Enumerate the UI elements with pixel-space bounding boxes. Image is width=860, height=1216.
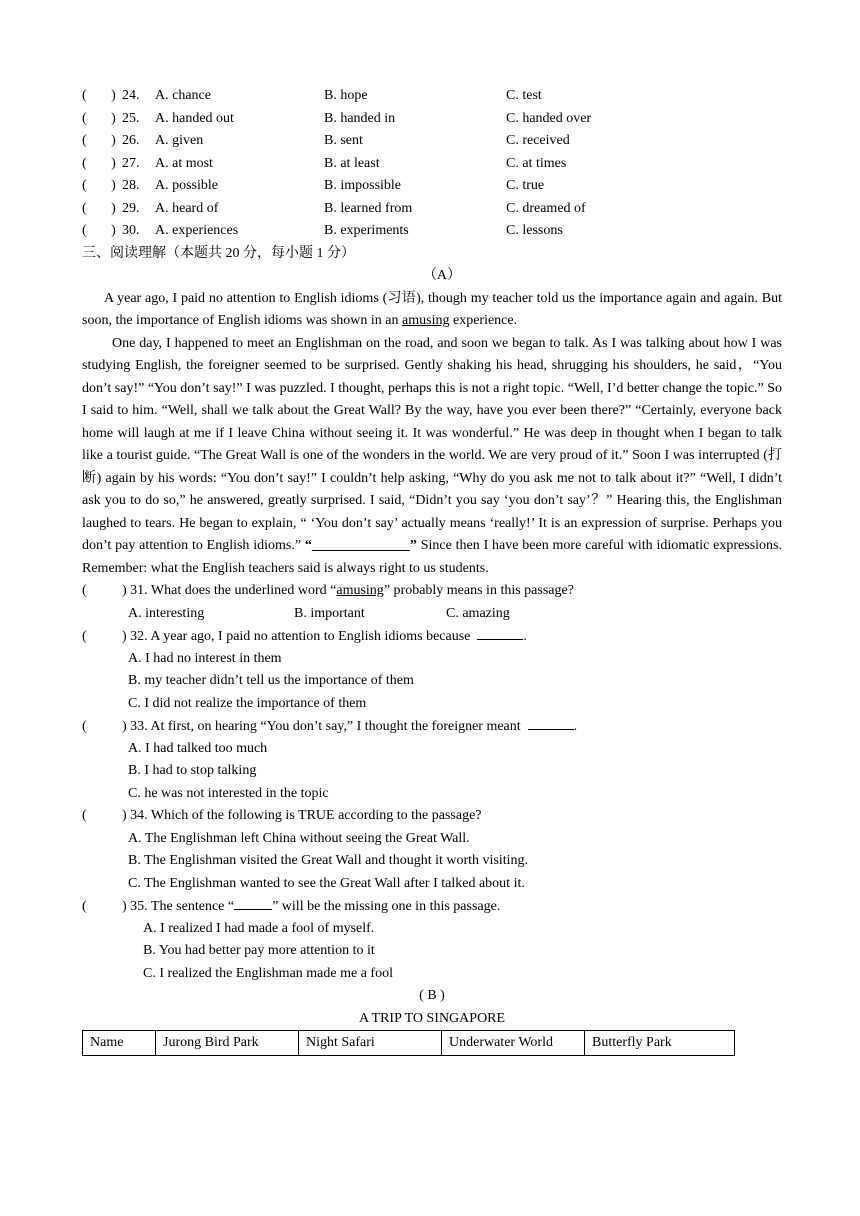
table-cell: Name	[83, 1031, 156, 1056]
option-c: C. true	[506, 178, 545, 193]
passage-b-title: A TRIP TO SINGAPORE	[358, 1010, 506, 1026]
mc-question-29	[82, 198, 782, 221]
option-b: B. handed in	[324, 110, 396, 126]
option-b: B. my teacher didn’t tell us the importance of them	[128, 673, 414, 688]
bracket-open: (	[82, 223, 87, 238]
answer-bracket[interactable]: (	[82, 808, 112, 823]
underlined-word: amusing	[336, 583, 384, 598]
option-c: C. handed over	[506, 110, 592, 126]
paragraph-text: A year ago, I paid no attention to English idioms (习语), though my teacher told us the importance again and again. But soon, the importance of English idioms was shown in an	[82, 290, 782, 328]
table-cell: Underwater World	[442, 1031, 585, 1056]
option-c: C. he was not interested in the topic	[128, 785, 329, 801]
option-c: C. lessons	[506, 223, 563, 238]
bracket-close: )	[111, 88, 116, 103]
answer-bracket[interactable]	[82, 108, 122, 131]
question-35	[82, 895, 782, 918]
underlined-word: amusing	[402, 313, 450, 328]
option-a: A. I had no interest in them	[128, 650, 282, 666]
table-cell: Butterfly Park	[585, 1031, 735, 1056]
option-a: A. heard of	[155, 200, 219, 216]
paragraph-text: experience.	[449, 313, 518, 328]
option-c: C. The Englishman wanted to see the Great Wall after I talked about it.	[128, 875, 525, 891]
bracket-open: (	[82, 88, 87, 103]
answer-bracket[interactable]: (	[82, 719, 112, 734]
bracket-close: )	[111, 155, 116, 171]
passage-b-label: ( B )	[419, 988, 445, 1003]
mc-question-28	[82, 175, 782, 198]
answer-bracket[interactable]	[82, 198, 122, 221]
question-number: 24.	[122, 88, 140, 103]
question-number: 26.	[122, 133, 140, 148]
option-a: A. given	[155, 133, 204, 148]
answer-bracket[interactable]	[82, 153, 122, 176]
option-a: A. chance	[155, 88, 211, 103]
passage-a-label: （A）	[422, 268, 462, 283]
question-text: ) 31. What does the underlined word “	[122, 583, 337, 598]
answer-bracket[interactable]	[82, 130, 122, 153]
mc-question-26	[82, 130, 782, 153]
option-b: B. impossible	[324, 178, 402, 193]
option-c: C. I realized the Englishman made me a fool	[143, 965, 393, 981]
bracket-open: (	[82, 133, 87, 148]
question-32: ( ) 32. A year ago, I paid no attention to English idioms because .	[82, 625, 782, 648]
paragraph-text: Since then I have been more careful with idiomatic expressions. Remember: what the English teachers said is always right to us students.	[82, 538, 783, 576]
option-b: B. learned from	[324, 200, 413, 216]
question-33: ( ) 33. At first, on hearing “You don’t say,” I thought the foreigner meant .	[82, 715, 782, 738]
answer-blank[interactable]	[528, 715, 574, 730]
section-title: 三、阅读理解（本题共 20 分，每小题 1 分）	[82, 245, 355, 261]
question-text: ” will be the missing one in this passage.	[272, 899, 501, 914]
multiple-choice-list	[82, 85, 782, 243]
bracket-close: )	[111, 200, 116, 216]
mc-question-30	[82, 220, 782, 243]
option-c: C. I did not realize the importance of them	[128, 695, 367, 711]
table-header-row	[83, 1031, 735, 1056]
option-b: B. sent	[324, 133, 363, 148]
question-31	[82, 580, 782, 603]
answer-bracket[interactable]	[82, 175, 122, 198]
mc-question-24	[82, 85, 782, 108]
option-b: B. I had to stop talking	[128, 763, 257, 778]
question-number: 30.	[122, 223, 140, 238]
option-c: C. dreamed of	[506, 200, 586, 216]
bracket-open: (	[82, 200, 87, 216]
option-b: B. You had better pay more attention to it	[143, 943, 375, 958]
bracket-close: )	[111, 133, 116, 148]
mc-question-25	[82, 108, 782, 131]
table-cell: Night Safari	[299, 1031, 442, 1056]
question-text: ) 34. Which of the following is TRUE according to the passage?	[122, 808, 482, 823]
option-b: B. important	[294, 605, 365, 621]
option-a: A. I had talked too much	[128, 740, 268, 756]
answer-blank[interactable]	[234, 895, 272, 910]
option-b: B. experiments	[324, 223, 409, 238]
question-number: 28.	[122, 178, 140, 193]
table-cell: Jurong Bird Park	[156, 1031, 299, 1056]
option-b: B. hope	[324, 88, 368, 103]
paragraph-text: One day, I happened to meet an Englishman on the road, and soon we began to talk. As I was talking about how I was studying English, the foreigner seemed to be surprised. Gently shaking his head, shrugging his shoulders, he said，“You don’t say!” “You don’t say!” I was puzzled. I thought, perhaps this is not a right topic. “Well, I’d better change the topic.” So I said to him. “Well, shall we talk about the Great Wall? By the way, have you ever been there?” “Certainly, everyone back home will laugh at me if I leave China without seeing it. It was wonderful.” He was deep in thought when I began to talk like a tourist guide. “The Great Wall is one of the wonders in the world. We are very proud of it.” Soon I was interrupted (打断) again by his words: “You don’t say!” I couldn’t help asking, “Why do you ask me not to talk about it?” “Well, I didn’t ask you to do so,” he answered, greatly surprised. I said, “Didn’t you say ‘you don’t say’？” Hearing this, the Englishman laughed to tears. He began to explain, “ ‘You don’t say’ actually means ‘really!’ It is an expression of surprise. Perhaps you don’t pay attention to English idioms.”	[82, 335, 782, 553]
bracket-open: (	[82, 155, 87, 171]
bracket-close: )	[111, 178, 116, 193]
option-b: B. The Englishman visited the Great Wall and thought it worth visiting.	[128, 853, 529, 868]
option-c: C. at times	[506, 155, 567, 171]
passage-a-paragraph-2	[82, 333, 782, 581]
question-31-options	[82, 603, 782, 626]
option-a: A. handed out	[155, 110, 234, 126]
option-a: A. The Englishman left China without seeing the Great Wall.	[128, 830, 470, 846]
answer-blank[interactable]	[477, 625, 523, 640]
question-34	[82, 805, 782, 828]
exam-page	[82, 85, 782, 1056]
answer-bracket[interactable]: (	[82, 583, 112, 598]
question-text: ) 33. At first, on hearing “You don’t say,” I thought the foreigner meant	[122, 719, 521, 734]
trip-table	[82, 1030, 735, 1056]
option-a: A. experiences	[155, 223, 239, 238]
question-text: ” probably means in this passage?	[383, 583, 574, 598]
option-a: A. I realized I had made a fool of myself.	[143, 920, 375, 936]
option-b: B. at least	[324, 155, 380, 171]
passage-a-paragraph-1	[82, 288, 782, 333]
missing-sentence-blank: “______________”	[304, 538, 417, 553]
answer-bracket[interactable]: (	[82, 629, 112, 644]
option-a: A. interesting	[128, 605, 205, 621]
option-a: A. possible	[155, 178, 218, 193]
question-number: 25.	[122, 110, 140, 126]
mc-question-27	[82, 153, 782, 176]
question-number: 29.	[122, 200, 140, 216]
option-a: A. at most	[155, 155, 213, 171]
bracket-close: )	[111, 110, 116, 126]
option-c: C. received	[506, 133, 570, 148]
bracket-open: (	[82, 110, 87, 126]
bracket-open: (	[82, 178, 87, 193]
question-number: 27.	[122, 155, 140, 171]
option-c: C. amazing	[446, 605, 510, 621]
bracket-close: )	[111, 223, 116, 238]
answer-bracket[interactable]	[82, 85, 122, 108]
option-c: C. test	[506, 88, 542, 103]
answer-bracket[interactable]	[82, 220, 122, 243]
question-text: ) 35. The sentence “	[122, 899, 235, 914]
answer-bracket[interactable]: (	[82, 899, 112, 914]
question-text: ) 32. A year ago, I paid no attention to English idioms because	[122, 629, 471, 644]
